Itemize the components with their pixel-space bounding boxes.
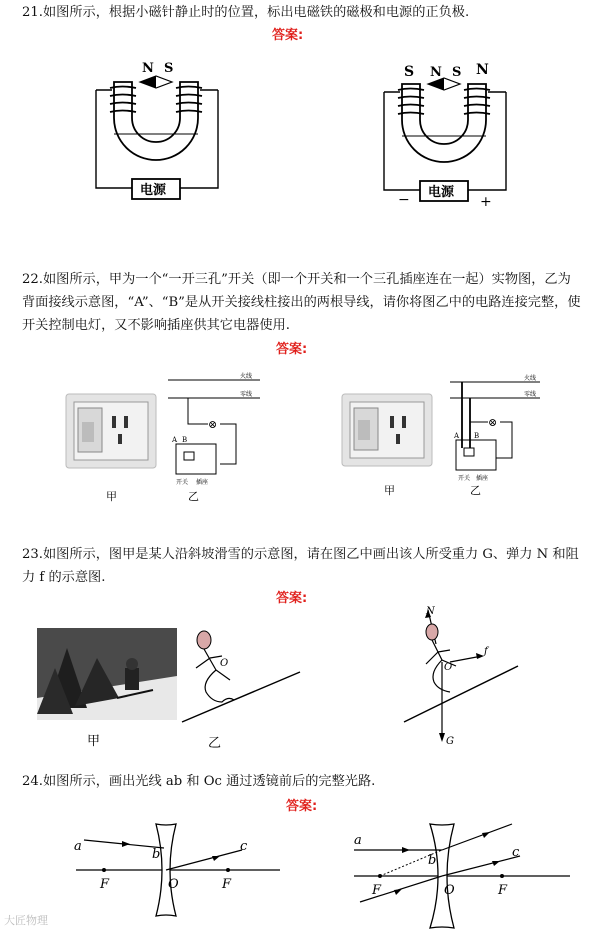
- fig22-question: [60, 372, 260, 504]
- fig22-answer: [340, 375, 540, 498]
- fig23-answer: [400, 606, 520, 748]
- power-label: 电源: [140, 183, 167, 198]
- force-f: f: [484, 646, 488, 657]
- fig23-figure-yi: [182, 630, 302, 750]
- ans-pole-left: S: [404, 64, 415, 80]
- neutral-wire-label: 零线: [524, 391, 537, 398]
- ans-pole-right: N: [476, 62, 489, 78]
- point-b: B: [474, 432, 480, 440]
- fig21-question: [92, 60, 222, 200]
- switch-label: 开关: [458, 475, 471, 482]
- live-wire-label: 火线: [524, 375, 537, 382]
- focus-left: F: [372, 883, 382, 898]
- optical-center: O: [168, 877, 179, 892]
- focus-left: F: [100, 877, 110, 892]
- point-o: O: [444, 662, 453, 673]
- socket-label: 插座: [196, 479, 209, 486]
- caption-yi: 乙: [208, 736, 222, 751]
- needle-n-label: N: [142, 61, 154, 76]
- answer-label-24: 答案:: [286, 799, 318, 814]
- needle-s-label: S: [452, 65, 462, 80]
- caption-jia: 甲: [87, 734, 101, 749]
- point-a: A: [454, 432, 460, 440]
- focus-right: F: [498, 883, 508, 898]
- caption-yi: 乙: [188, 490, 199, 503]
- question-23: 23.如图所示，图甲是某人沿斜坡滑雪的示意图，请在图乙中画出该人所受重力 G、弹力 N 和阻力 f 的示意图.: [22, 547, 579, 585]
- fig24-answer: [350, 820, 570, 930]
- point-o: O: [220, 658, 229, 669]
- switch-label: 开关: [176, 479, 189, 486]
- question-24: 24.如图所示，画出光线 ab 和 Oc 通过透镜前后的完整光路.: [22, 774, 376, 789]
- answer-label-21: 答案:: [272, 28, 304, 43]
- live-wire-label: 火线: [240, 373, 253, 380]
- point-a: A: [172, 436, 178, 444]
- answer-label-22: 答案:: [276, 342, 308, 357]
- socket-label: 插座: [476, 475, 489, 482]
- question-22: 22.如图所示，甲为一个“一开三孔”开关（即一个开关和一个三孔插座连在一起）实物图，乙为背面接线示意图，“A”、“B”是从开关接线柱接出的两根导线，请你将图乙中的电路连接完整，使开关控制电灯，又不影响插座供其它电器使用.: [22, 272, 581, 333]
- watermark: 大匠物理: [4, 914, 48, 927]
- point-b: b: [152, 847, 161, 862]
- needle-n-label: N: [430, 65, 442, 80]
- focus-right: F: [222, 877, 232, 892]
- fig24-question: [70, 820, 280, 920]
- point-b: b: [428, 853, 437, 868]
- power-label: 电源: [428, 185, 455, 200]
- point-b: B: [182, 436, 188, 444]
- caption-jia: 甲: [384, 484, 395, 497]
- question-21: 21.如图所示，根据小磁针静止时的位置，标出电磁铁的磁极和电源的正负极.: [22, 5, 470, 20]
- caption-jia: 甲: [106, 490, 117, 503]
- ray-c: c: [240, 839, 248, 854]
- force-n: N: [426, 606, 435, 617]
- ray-a: a: [74, 839, 82, 854]
- caption-yi: 乙: [470, 484, 481, 497]
- force-g: G: [446, 736, 454, 747]
- answer-label-23: 答案:: [276, 591, 308, 606]
- ans-plus: +: [480, 194, 492, 210]
- fig21-answer: [380, 62, 510, 210]
- lamp-icon: ⊗: [208, 418, 218, 431]
- optical-center: O: [444, 883, 455, 898]
- fig23-photo-jia: [37, 628, 177, 748]
- ray-c: c: [512, 845, 520, 860]
- needle-s-label: S: [164, 61, 174, 76]
- lamp-icon: ⊗: [488, 416, 498, 429]
- ray-a: a: [354, 833, 362, 848]
- ans-minus: −: [398, 192, 410, 208]
- neutral-wire-label: 零线: [240, 391, 253, 398]
